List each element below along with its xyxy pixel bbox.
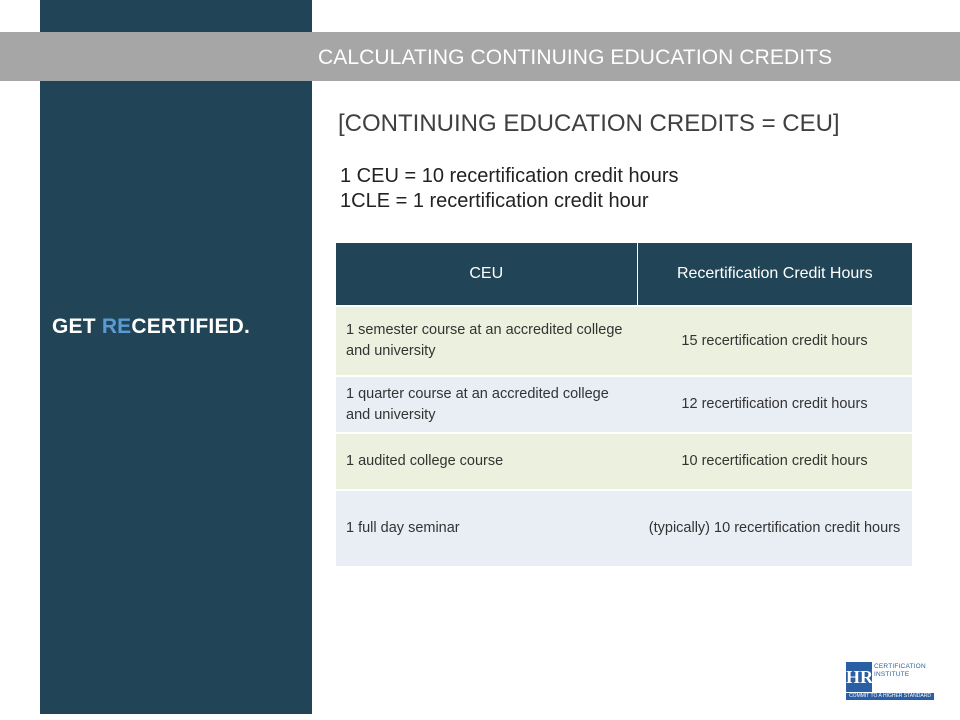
logo-line-1: CERTIFICATION [874,663,926,670]
table-cell-hours: 12 recertification credit hours [637,376,912,433]
logo-line-2: INSTITUTE [874,671,910,678]
hr-logo-mark: HR [846,662,872,692]
logo-text [874,663,934,679]
slide-title: CALCULATING CONTINUING EDUCATION CREDITS [318,46,833,69]
tagline-part-1: GET [52,315,102,338]
sidebar-panel [40,0,312,714]
logo-tagline: COMMIT TO A HIGHER STANDARD [846,693,934,700]
cle-equation: 1CLE = 1 recertification credit hour [340,190,649,212]
ceu-table [336,243,912,566]
table-cell-ceu: 1 quarter course at an accredited college and university [336,376,637,433]
table-header-row [336,243,912,306]
table-row [336,306,912,376]
table-cell-hours: 15 recertification credit hours [637,306,912,376]
ceu-heading: [CONTINUING EDUCATION CREDITS = CEU] [338,110,840,137]
table-row [336,490,912,566]
table-cell-ceu: 1 full day seminar [336,490,637,566]
get-recertified-tagline [52,315,250,339]
tagline-part-2: CERTIFIED. [131,315,251,338]
table-cell-ceu: 1 audited college course [336,433,637,490]
hr-certification-institute-logo [846,662,934,700]
header-ceu: CEU [336,243,637,306]
table-row [336,376,912,433]
header-credit-hours: Recertification Credit Hours [637,243,912,306]
tagline-accent: RE [101,315,132,338]
table-row [336,433,912,490]
ceu-equation: 1 CEU = 10 recertification credit hours [340,165,679,187]
table-cell-hours: (typically) 10 recertification credit hours [637,490,912,566]
table-cell-hours: 10 recertification credit hours [637,433,912,490]
table-cell-ceu: 1 semester course at an accredited college and university [336,306,637,376]
